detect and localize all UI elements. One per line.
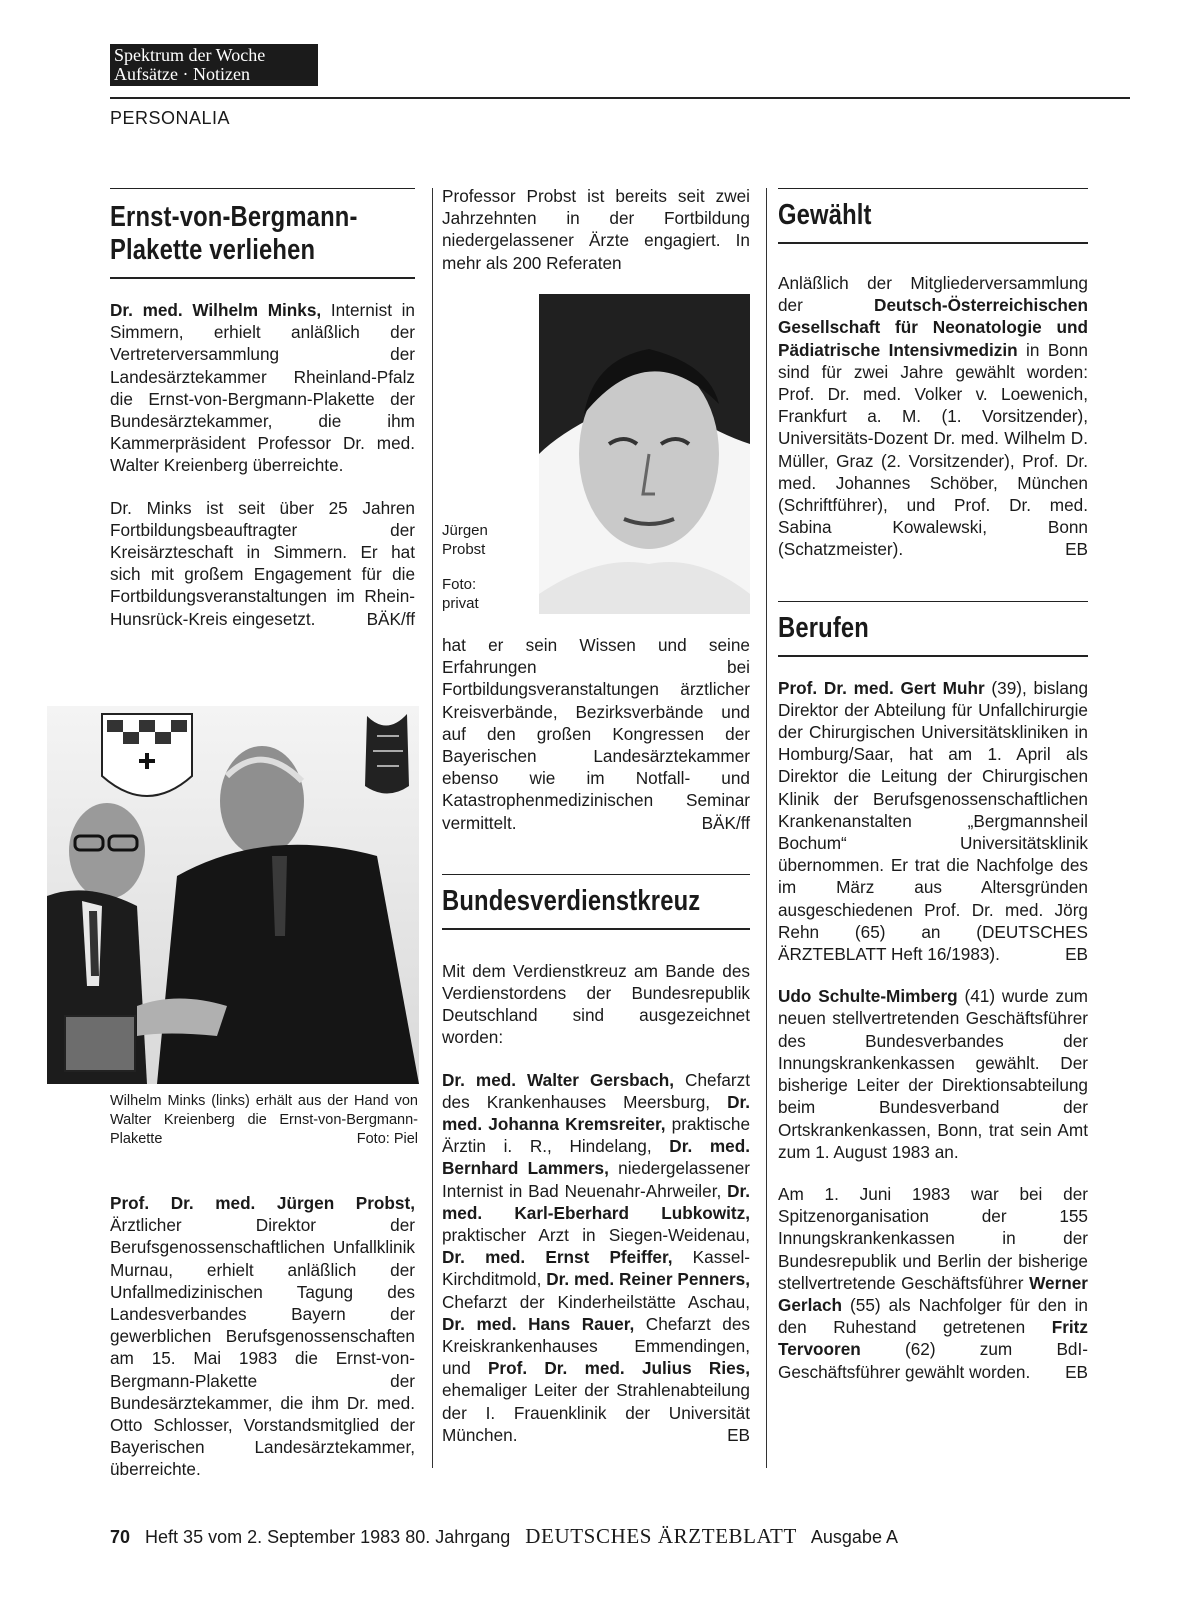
edition: Ausgabe A [810, 1527, 898, 1547]
column-1-lower [110, 1192, 415, 1481]
magazine-name: DEUTSCHES ÄRZTEBLATT [525, 1524, 797, 1548]
column-2-top [442, 185, 750, 274]
headline-plakette-line-2: Plakette verliehen [110, 234, 316, 266]
portrait-credit-line-2: privat [442, 595, 479, 612]
column-2 [442, 634, 750, 1446]
signature: EB [1065, 539, 1088, 560]
portrait-caption [442, 521, 532, 613]
headline-bundesverdienstkreuz: Bundesverdienstkreuz [442, 884, 701, 917]
issue-info: Heft 35 vom 2. September 1983 80. Jahrgang [145, 1527, 511, 1547]
headline-plakette-line-1: Ernst-von-Bergmann- [110, 201, 358, 233]
signature: EB [727, 1424, 750, 1445]
name-schulte-mimberg: Udo Schulte-Mimberg [778, 986, 958, 1007]
column-3 [778, 188, 1088, 1383]
photo-minks-kreienberg [47, 706, 419, 1084]
paragraph-probst-2: Professor Probst ist bereits seit zwei Jahrzehnten in der Fortbildung niedergelassener Ärzte engagiert. In mehr als 200 Referaten [442, 186, 750, 273]
page-footer [110, 1524, 898, 1549]
headline-berufen: Berufen [778, 611, 870, 644]
portrait-caption-line-1: Jürgen [442, 522, 488, 539]
paragraph-gewaehlt: Anläßlich der Mitgliederversammlung der Deutsch-Österreichischen Gesellschaft für Neonatologie und Pädiatrische Intensivmedizin in Bonn sind für zwei Jahre gewählt worden: Prof. Dr. med. Volker v. Loewenich, Frankfurt a. M. (1. Vorsitzender), Universitäts-Dozent Dr. med. Wilhelm D. Müller, Graz (2. Vorsitzender), Prof. Dr. med. Johannes Schöber, München (Schriftführer), und Prof. Dr. med. Sabina Kowalewski, Bonn (Schatzmeister). EB [778, 273, 1088, 560]
signature: BÄK/ff [366, 608, 415, 629]
paragraph-schulte-mimberg: Udo Schulte-Mimberg (41) wurde zum neuen stellvertretenden Geschäftsführer des Bundesverbandes der Innungskrankenkassen gewählt. Der bisherige Leiter der Direktionsabteilung beim Bundesverband der Ortskrankenkassen, Bonn, trat sein Amt zum 1. August 1983 an. [778, 986, 1088, 1162]
caption-text: Wilhelm Minks (links) erhält aus der Hand von Walter Kreienberg die Ernst-von-Bergmann-Plakette [110, 1093, 418, 1147]
paragraph-probst: Prof. Dr. med. Jürgen Probst, Ärztlicher Direktor der Berufsgenossenschaftlichen Unfallklinik Murnau, erhielt anläßlich der Unfallmedizinischen Tagung des Landesverbandes Bayern der gewerblichen Berufsgenossenschaften am 15. Mai 1983 die Ernst-von-Bergmann-Plakette der Bundesärztekammer, die ihm Dr. med. Otto Schlosser, Vorstandsmitglied der Bayerischen Landesärztekammer, überreichte. [110, 1193, 415, 1480]
column-divider-right [766, 188, 767, 1468]
section-label-box [110, 44, 318, 86]
paragraph-verdienstkreuz-list: Dr. med. Walter Gersbach, Chefarzt des Krankenhauses Meersburg, Dr. med. Johanna Kremsreiter, praktische Ärztin i. R., Hindelang, Dr. med. Bernhard Lammers, niedergelassener Internist in Bad Neuenahr-Ahrweiler, Dr. med. Karl-Eberhard Lubkowitz, praktischer Arzt in Siegen-Weidenau, Dr. med. Ernst Pfeiffer, Kassel-Kirchditmold, Dr. med. Reiner Penners, Chefarzt der Kinderheilstätte Aschau, Dr. med. Hans Rauer, Chefarzt des Kreiskrankenhauses Emmendingen, und Prof. Dr. med. Julius Ries, ehemaliger Leiter der Strahlenabteilung der I. Frauenklinik der Universität München. EB [442, 1069, 750, 1445]
rubric-title: PERSONALIA [110, 108, 231, 128]
photo-caption-minks [110, 1092, 418, 1149]
paragraph-minks: Dr. med. Wilhelm Minks, Internist in Simmern, erhielt anläßlich der Vertreterversammlung der Landesärztekammer Rheinland-Pfalz die Ernst-von-Bergmann-Plakette der Bundesärztekammer, die ihm Kammerpräsident Professor Dr. med. Walter Kreienberg überreichte. [110, 300, 415, 476]
portrait-probst [539, 294, 750, 614]
photo-credit: Foto: Piel [356, 1131, 418, 1147]
coat-of-arms-icon [102, 714, 192, 796]
eagle-icon [365, 714, 409, 794]
signature: EB [1065, 944, 1088, 965]
signature: EB [1065, 1361, 1088, 1382]
headline-gewaehlt: Gewählt [778, 199, 872, 231]
column-divider-left [432, 188, 433, 1468]
column-1 [110, 188, 415, 630]
header-rule [110, 97, 1130, 99]
section-label-line-1: Spektrum der Woche [114, 45, 266, 65]
plaque-shape [65, 1016, 135, 1071]
portrait-credit-line-1: Foto: [442, 576, 477, 593]
paragraph-gerlach: Am 1. Juni 1983 war bei der Spitzenorganisation der 155 Innungskrankenkassen in der Bundesrepublik und Berlin der bisherige stellvertretende Geschäftsführer Werner Gerlach (55) als Nachfolger für den in den Ruhestand getretenen Fritz Tervooren (62) zum BdI-Geschäftsführer gewählt worden. EB [778, 1183, 1088, 1382]
name-probst: Prof. Dr. med. Jürgen Probst, [110, 1193, 415, 1213]
paragraph-verdienstkreuz-intro: Mit dem Verdienstkreuz am Bande des Verdienstordens der Bundesrepublik Deutschland sind ausgezeichnet worden: [442, 960, 750, 1048]
paragraph-muhr: Prof. Dr. med. Gert Muhr (39), bislang Direktor der Abteilung für Unfallchirurgie der Chirurgischen Universitätskliniken in Homburg/Saar, hat am 1. April als Direktor die Leitung der Chirurgischen Klinik der Berufsgenossenschaftlichen Krankenanstalten „Bergmannsheil Bochum“ Universitätsklinik übernommen. Er trat die Nachfolge des im März aus Altersgründen ausgeschiedenen Prof. Dr. med. Jörg Rehn (65) an (DEUTSCHES ÄRZTEBLATT Heft 16/1983). EB [778, 677, 1088, 965]
name-muhr: Prof. Dr. med. Gert Muhr [778, 677, 985, 698]
portrait-caption-line-2: Probst [442, 541, 486, 558]
name-minks: Dr. med. Wilhelm Minks, [110, 300, 322, 320]
section-label-line-2: Aufsätze · Notizen [114, 64, 250, 84]
page-number: 70 [110, 1527, 131, 1547]
signature: BÄK/ff [701, 812, 750, 833]
paragraph-minks-2: Dr. Minks ist seit über 25 Jahren Fortbildungsbeauftragter der Kreisärzteschaft in Simmern. Er hat sich mit großem Engagement für die Fortbildungsveranstaltungen im Rhein-Hunsrück-Kreis eingesetzt. BÄK/ff [110, 497, 415, 629]
paragraph-probst-3: hat er sein Wissen und seine Erfahrungen bei Fortbildungsveranstaltungen ärztlicher Kreisverbände, Bezirksverbände und auf den großen Kongressen der Bayerischen Landesärztekammer ebenso wie im Notfall- und Katastrophenmedizinischen Seminar vermittelt. BÄK/ff [442, 635, 750, 833]
